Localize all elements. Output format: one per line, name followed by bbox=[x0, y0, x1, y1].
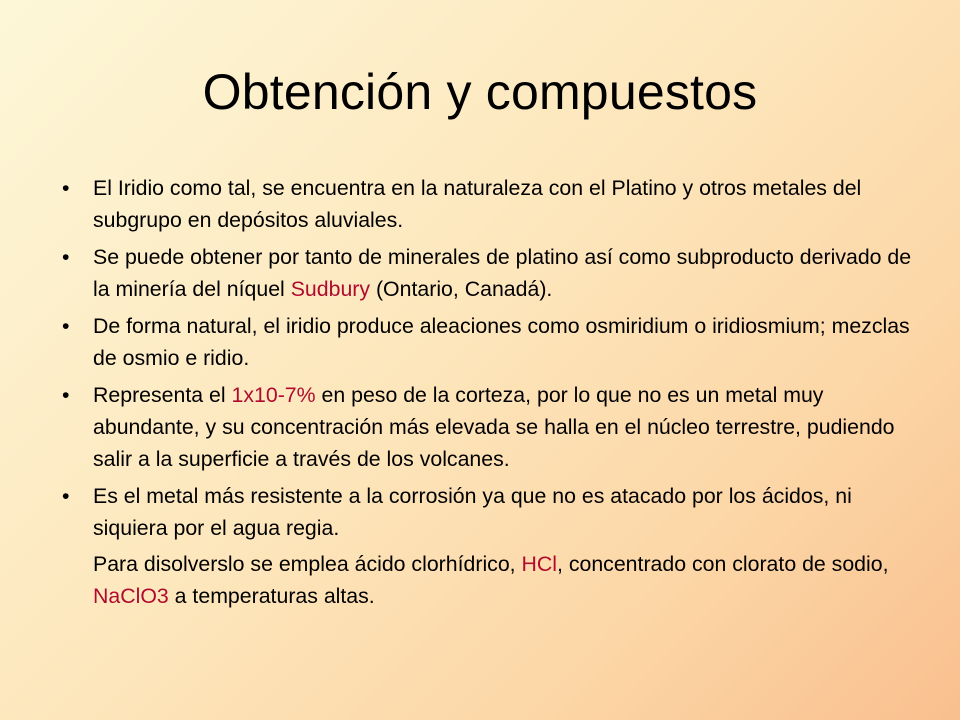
bullet-marker: • bbox=[62, 176, 70, 200]
bullet-continuation bbox=[93, 548, 922, 612]
link-abundance-value[interactable]: 1x10-7% bbox=[231, 383, 316, 407]
bullet-marker: • bbox=[62, 245, 70, 269]
bullet-text: Es el metal más resistente a la corrosión ya que no es atacado por los ácidos, ni siquiera por el agua regia. bbox=[93, 484, 852, 540]
bullet-text: Representa el bbox=[93, 383, 232, 407]
bullet-text-end: en peso de la corteza, por lo que no es un metal muy abundante, y su concentración más elevada se halla en el núcleo terrestre, pudiendo salir a la superficie a través de los volcanes. bbox=[93, 383, 895, 471]
bullet-marker: • bbox=[62, 383, 70, 407]
link-hcl[interactable]: HCl bbox=[521, 552, 558, 576]
continuation-text-mid: , concentrado con clorato de sodio, bbox=[557, 552, 889, 576]
bullet-item-corrosion bbox=[62, 480, 922, 612]
bullet-text-end: (Ontario, Canadá). bbox=[370, 277, 553, 301]
continuation-text: Para disolverslo se emplea ácido clorhídrico, bbox=[93, 552, 522, 576]
slide-title: Obtención y compuestos bbox=[202, 64, 758, 120]
bullet-text: El Iridio como tal, se encuentra en la naturaleza con el Platino y otros metales del subgrupo en depósitos aluviales. bbox=[93, 176, 862, 232]
bullet-item-obtencion bbox=[62, 241, 922, 305]
bullet-item-abundancia bbox=[62, 379, 922, 475]
bullet-item-aleaciones bbox=[62, 310, 922, 374]
link-sudbury[interactable]: Sudbury bbox=[290, 277, 371, 301]
bullet-marker: • bbox=[62, 314, 70, 338]
bullet-text: Se puede obtener por tanto de minerales de platino así como subproducto derivado de la minería del níquel bbox=[93, 245, 912, 301]
bullet-item-iridio-naturaleza bbox=[62, 172, 922, 236]
bullet-text: De forma natural, el iridio produce aleaciones como osmiridium o iridiosmium; mezclas de osmio e ridio. bbox=[93, 314, 910, 370]
continuation-text-end: a temperaturas altas. bbox=[168, 584, 375, 608]
link-naclo3[interactable]: NaClO3 bbox=[93, 584, 169, 608]
bullet-list bbox=[62, 172, 922, 617]
bullet-marker: • bbox=[62, 484, 70, 508]
